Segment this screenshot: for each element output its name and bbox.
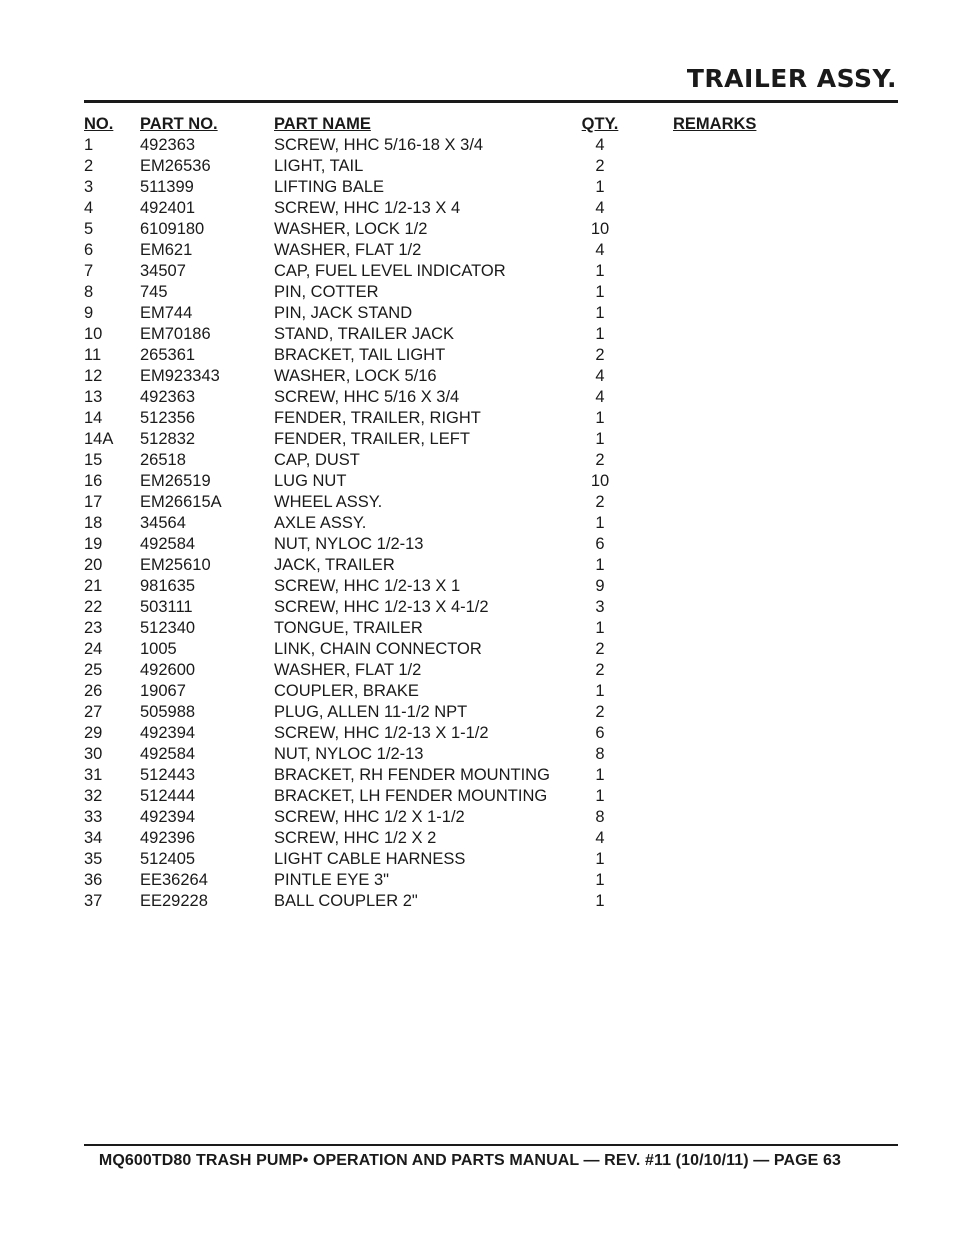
row-qty: 8	[595, 808, 605, 826]
row-part-no: EM744	[140, 304, 193, 322]
row-part-no: EM26536	[140, 157, 211, 175]
row-part-no: 492394	[140, 724, 196, 742]
row-no: 10	[84, 325, 103, 343]
row-part-name: SCREW, HHC 1/2-13 X 4	[274, 199, 461, 217]
table-row	[84, 219, 844, 240]
row-no: 27	[84, 703, 103, 721]
row-no: 7	[84, 262, 94, 280]
row-no: 26	[84, 682, 103, 700]
row-qty: 4	[595, 367, 605, 385]
row-part-no: 492600	[140, 661, 196, 679]
row-part-name: FENDER, TRAILER, RIGHT	[274, 409, 481, 427]
row-part-name: CAP, DUST	[274, 451, 360, 469]
row-qty: 10	[590, 220, 610, 238]
row-qty: 2	[595, 451, 605, 469]
row-qty: 1	[595, 430, 605, 448]
row-no: 1	[84, 136, 94, 154]
table-row	[84, 261, 844, 282]
table-row	[84, 177, 844, 198]
header-part-no: PART NO.	[140, 115, 218, 133]
row-qty: 6	[595, 535, 605, 553]
row-qty: 4	[595, 388, 605, 406]
row-qty: 1	[595, 682, 605, 700]
row-part-name: NUT, NYLOC 1/2-13	[274, 535, 424, 553]
row-no: 14	[84, 409, 103, 427]
table-row	[84, 723, 844, 744]
row-qty: 4	[595, 136, 605, 154]
row-qty: 2	[595, 640, 605, 658]
table-row	[84, 681, 844, 702]
row-part-name: FENDER, TRAILER, LEFT	[274, 430, 470, 448]
row-no: 34	[84, 829, 103, 847]
row-no: 8	[84, 283, 94, 301]
table-row	[84, 156, 844, 177]
footer-divider	[84, 1144, 898, 1146]
row-no: 24	[84, 640, 103, 658]
row-part-name: PLUG, ALLEN 11-1/2 NPT	[274, 703, 468, 721]
table-row	[84, 387, 844, 408]
row-qty: 1	[595, 178, 605, 196]
title-divider	[84, 100, 898, 103]
table-row	[84, 450, 844, 471]
row-part-no: 492363	[140, 388, 196, 406]
table-row	[84, 471, 844, 492]
row-no: 16	[84, 472, 103, 490]
row-part-name: WHEEL ASSY.	[274, 493, 383, 511]
table-row	[84, 240, 844, 261]
row-part-no: 34507	[140, 262, 186, 280]
row-no: 17	[84, 493, 103, 511]
row-part-no: 512832	[140, 430, 196, 448]
row-part-no: 492584	[140, 745, 196, 763]
table-body	[84, 135, 844, 912]
row-part-no: 1005	[140, 640, 177, 658]
row-part-no: EM923343	[140, 367, 220, 385]
row-part-no: 19067	[140, 682, 186, 700]
table-row	[84, 198, 844, 219]
header-part-name: PART NAME	[274, 115, 371, 133]
row-part-name: LIGHT CABLE HARNESS	[274, 850, 466, 868]
row-qty: 2	[595, 157, 605, 175]
row-no: 20	[84, 556, 103, 574]
row-part-name: SCREW, HHC 5/16-18 X 3/4	[274, 136, 484, 154]
row-part-no: 745	[140, 283, 168, 301]
row-part-no: 512444	[140, 787, 196, 805]
table-row	[84, 366, 844, 387]
row-no: 30	[84, 745, 103, 763]
row-qty: 4	[595, 199, 605, 217]
table-row	[84, 135, 844, 156]
row-part-name: WASHER, FLAT 1/2	[274, 241, 422, 259]
row-qty: 1	[595, 262, 605, 280]
table-row	[84, 744, 844, 765]
row-part-name: PINTLE EYE 3"	[274, 871, 389, 889]
table-row	[84, 639, 844, 660]
row-part-name: LIFTING BALE	[274, 178, 385, 196]
row-part-no: 26518	[140, 451, 186, 469]
table-row	[84, 702, 844, 723]
row-part-name: LIGHT, TAIL	[274, 157, 364, 175]
row-part-name: SCREW, HHC 1/2 X 1-1/2	[274, 808, 465, 826]
row-no: 32	[84, 787, 103, 805]
row-part-name: COUPLER, BRAKE	[274, 682, 419, 700]
row-part-no: 492363	[140, 136, 196, 154]
row-qty: 9	[595, 577, 605, 595]
table-row	[84, 891, 844, 912]
row-part-no: EM621	[140, 241, 193, 259]
row-qty: 2	[595, 703, 605, 721]
row-qty: 2	[595, 346, 605, 364]
row-part-name: SCREW, HHC 1/2-13 X 1-1/2	[274, 724, 489, 742]
row-no: 11	[84, 346, 102, 364]
row-no: 9	[84, 304, 94, 322]
table-row	[84, 513, 844, 534]
row-part-no: 492401	[140, 199, 196, 217]
table-row	[84, 303, 844, 324]
row-no: 4	[84, 199, 94, 217]
row-part-name: PIN, COTTER	[274, 283, 379, 301]
row-part-no: 981635	[140, 577, 196, 595]
row-qty: 10	[590, 472, 610, 490]
row-part-no: 511399	[140, 178, 194, 196]
row-no: 13	[84, 388, 103, 406]
row-part-no: 6109180	[140, 220, 205, 238]
table-row	[84, 870, 844, 891]
row-qty: 1	[595, 304, 605, 322]
table-row	[84, 660, 844, 681]
row-qty: 3	[595, 598, 605, 616]
table-row	[84, 324, 844, 345]
row-no: 14A	[84, 430, 114, 448]
row-no: 3	[84, 178, 94, 196]
row-part-name: CAP, FUEL LEVEL INDICATOR	[274, 262, 506, 280]
row-no: 35	[84, 850, 103, 868]
row-part-name: STAND, TRAILER JACK	[274, 325, 455, 343]
row-qty: 1	[595, 871, 605, 889]
row-qty: 1	[595, 619, 605, 637]
row-qty: 1	[595, 514, 605, 532]
row-part-no: EM26519	[140, 472, 211, 490]
row-part-name: SCREW, HHC 1/2-13 X 1	[274, 577, 461, 595]
row-qty: 1	[595, 787, 605, 805]
row-part-name: LINK, CHAIN CONNECTOR	[274, 640, 482, 658]
row-qty: 1	[595, 283, 605, 301]
row-part-name: SCREW, HHC 1/2 X 2	[274, 829, 437, 847]
row-qty: 2	[595, 661, 605, 679]
row-part-name: TONGUE, TRAILER	[274, 619, 423, 637]
row-no: 12	[84, 367, 103, 385]
row-part-no: 34564	[140, 514, 186, 532]
row-no: 15	[84, 451, 103, 469]
row-part-no: 492394	[140, 808, 196, 826]
row-no: 21	[84, 577, 103, 595]
row-qty: 1	[595, 556, 605, 574]
row-qty: 4	[595, 241, 605, 259]
row-part-no: 505988	[140, 703, 196, 721]
table-row	[84, 597, 844, 618]
row-no: 31	[84, 766, 103, 784]
row-no: 23	[84, 619, 103, 637]
row-part-no: 512443	[140, 766, 196, 784]
row-no: 5	[84, 220, 94, 238]
parts-table	[84, 114, 844, 912]
row-qty: 8	[595, 745, 605, 763]
row-part-no: EE29228	[140, 892, 208, 910]
row-qty: 1	[595, 850, 605, 868]
row-part-name: BRACKET, RH FENDER MOUNTING	[274, 766, 550, 784]
table-row	[84, 849, 844, 870]
row-part-no: EM70186	[140, 325, 211, 343]
row-part-name: BRACKET, LH FENDER MOUNTING	[274, 787, 548, 805]
header-qty: QTY.	[581, 115, 619, 133]
row-qty: 2	[595, 493, 605, 511]
page-title: TRAILER ASSY.	[686, 64, 897, 93]
row-part-no: 512340	[140, 619, 196, 637]
table-row	[84, 786, 844, 807]
row-part-no: EE36264	[140, 871, 208, 889]
row-part-no: EM26615A	[140, 493, 222, 511]
page-footer: MQ600TD80 TRASH PUMP• OPERATION AND PARTS MANUAL — REV. #11 (10/10/11) — PAGE 63	[98, 1152, 841, 1169]
row-no: 18	[84, 514, 103, 532]
row-part-name: SCREW, HHC 5/16 X 3/4	[274, 388, 460, 406]
row-part-no: EM25610	[140, 556, 211, 574]
table-row	[84, 555, 844, 576]
row-no: 25	[84, 661, 103, 679]
row-part-no: 512356	[140, 409, 196, 427]
row-qty: 1	[595, 325, 605, 343]
row-part-name: WASHER, LOCK 5/16	[274, 367, 437, 385]
row-part-name: JACK, TRAILER	[274, 556, 395, 574]
table-row	[84, 345, 844, 366]
row-part-no: 492396	[140, 829, 196, 847]
table-header-row	[84, 114, 844, 135]
row-part-name: WASHER, FLAT 1/2	[274, 661, 422, 679]
row-part-name: BALL COUPLER 2"	[274, 892, 418, 910]
row-part-name: PIN, JACK STAND	[274, 304, 413, 322]
header-remarks: REMARKS	[673, 115, 757, 133]
row-part-name: NUT, NYLOC 1/2-13	[274, 745, 424, 763]
row-part-name: LUG NUT	[274, 472, 347, 490]
table-row	[84, 492, 844, 513]
row-qty: 1	[595, 766, 605, 784]
row-no: 33	[84, 808, 103, 826]
row-no: 29	[84, 724, 103, 742]
table-row	[84, 408, 844, 429]
row-no: 37	[84, 892, 103, 910]
table-row	[84, 429, 844, 450]
row-qty: 1	[595, 892, 605, 910]
table-row	[84, 807, 844, 828]
table-row	[84, 576, 844, 597]
table-row	[84, 828, 844, 849]
header-no: NO.	[84, 115, 114, 133]
row-part-name: SCREW, HHC 1/2-13 X 4-1/2	[274, 598, 489, 616]
row-part-no: 503111	[140, 598, 193, 616]
table-row	[84, 765, 844, 786]
row-no: 19	[84, 535, 103, 553]
row-part-name: WASHER, LOCK 1/2	[274, 220, 428, 238]
row-part-name: AXLE ASSY.	[274, 514, 367, 532]
row-no: 36	[84, 871, 103, 889]
row-no: 6	[84, 241, 94, 259]
row-qty: 4	[595, 829, 605, 847]
row-part-name: BRACKET, TAIL LIGHT	[274, 346, 446, 364]
row-part-no: 492584	[140, 535, 196, 553]
row-no: 2	[84, 157, 94, 175]
row-qty: 6	[595, 724, 605, 742]
table-row	[84, 282, 844, 303]
row-part-no: 265361	[140, 346, 196, 364]
table-row	[84, 618, 844, 639]
table-row	[84, 534, 844, 555]
row-part-no: 512405	[140, 850, 196, 868]
row-no: 22	[84, 598, 103, 616]
row-qty: 1	[595, 409, 605, 427]
